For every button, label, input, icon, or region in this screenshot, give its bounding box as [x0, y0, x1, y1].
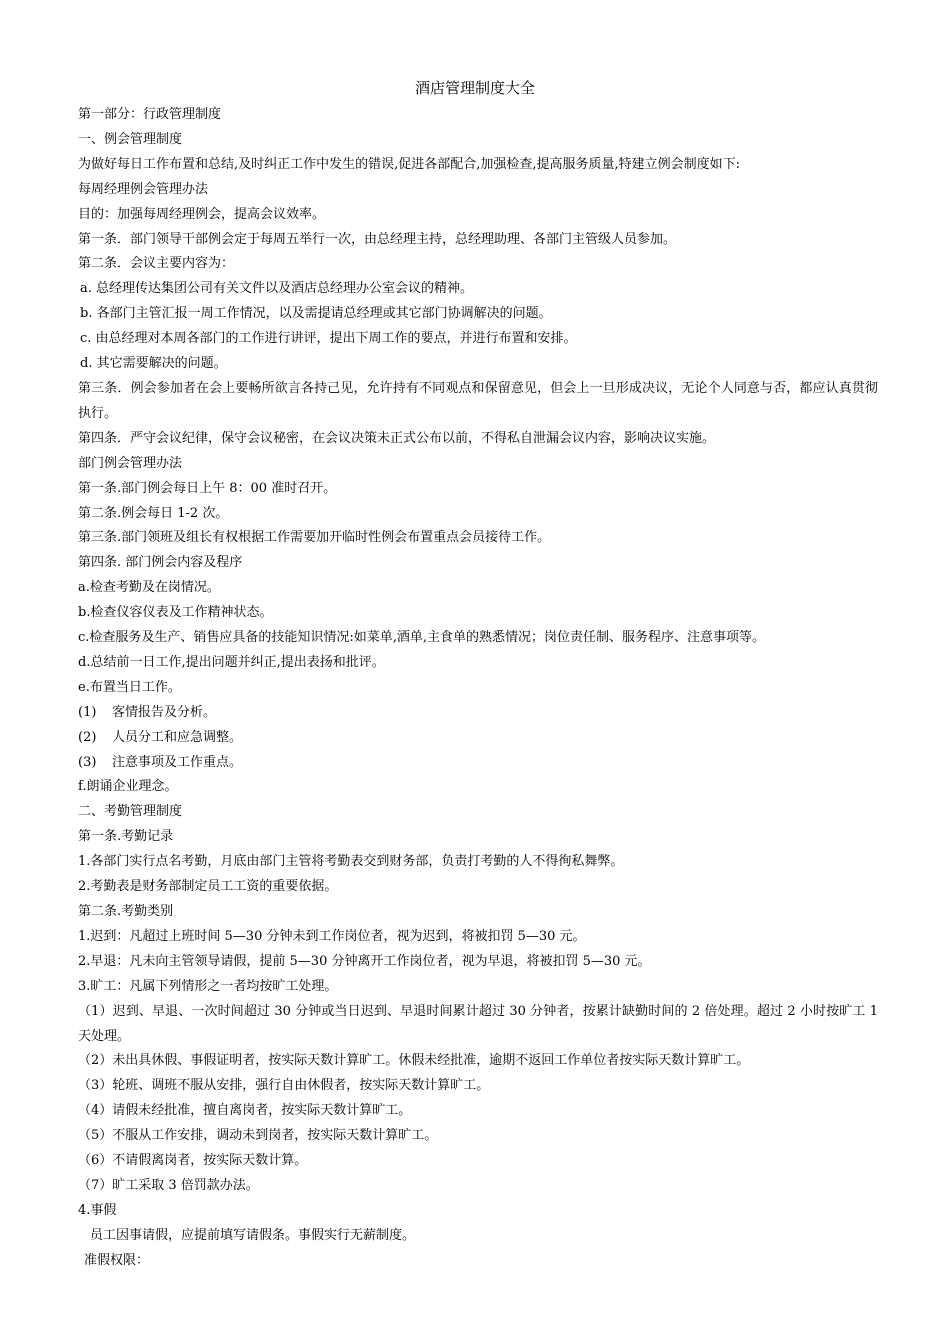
section-heading: 二、考勤管理制度	[78, 804, 183, 820]
document-body	[78, 103, 878, 1274]
list-item: d. 其它需要解决的问题。	[80, 356, 227, 372]
list-item: （5）不服从工作安排，调动未到岗者，按实际天数计算旷工。	[78, 1128, 438, 1144]
item-text: 客情报告及分析。	[112, 704, 217, 720]
item-text: 注意事项及工作重点。	[112, 754, 243, 770]
paragraph: 准假权限：	[84, 1252, 150, 1268]
section-heading: 一、例会管理制度	[78, 131, 183, 147]
document-title: 酒店管理制度大全	[414, 79, 535, 97]
list-item: 1.各部门实行点名考勤，月底由部门主管将考勤表交到财务部，负责打考勤的人不得徇私舞弊。	[78, 854, 624, 870]
item-number: (2)	[78, 729, 97, 745]
article: 第一条．部门领导干部例会定于每周五举行一次，由总经理主持，总经理助理、各部门主管级人员参加。	[78, 231, 677, 247]
item-number: (1)	[78, 704, 97, 720]
article: 第四条. 部门例会内容及程序	[78, 555, 243, 571]
numbered-item	[78, 726, 878, 751]
list-item: （3）轮班、调班不服从安排，强行自由休假者，按实际天数计算旷工。	[78, 1078, 490, 1094]
article: 第四条．严守会议纪律，保守会议秘密，在会议决策未正式公布以前，不得私自泄漏会议内容，影响决议实施。	[78, 430, 716, 446]
list-item: f.朗诵企业理念。	[78, 779, 178, 795]
list-item: 4.事假	[78, 1202, 117, 1218]
list-item: 1.迟到：凡超过上班时间 5—30 分钟未到工作岗位者，视为迟到，将被扣罚 5—30 元。	[78, 928, 586, 944]
item-number: (3)	[78, 754, 97, 770]
article: 第二条.例会每日 1-2 次。	[78, 505, 229, 521]
paragraph: 目的：加强每周经理例会，提高会议效率。	[78, 206, 326, 222]
subsection-heading: 每周经理例会管理办法	[78, 181, 209, 197]
article: 第二条．会议主要内容为：	[78, 256, 235, 272]
article: 第一条.部门例会每日上午 8：00 准时召开。	[78, 480, 337, 496]
numbered-item	[78, 701, 878, 726]
list-item: c. 由总经理对本周各部门的工作进行讲评，提出下周工作的要点，并进行布置和安排。	[80, 331, 577, 347]
list-item: 2.早退：凡未向主管领导请假，提前 5—30 分钟离开工作岗位者，视为早退，将被扣罚 5—30 元。	[78, 953, 651, 969]
list-item: （7）旷工采取 3 倍罚款办法。	[78, 1177, 259, 1193]
list-item: e.布置当日工作。	[78, 679, 181, 695]
article: 第一条.考勤记录	[78, 829, 174, 845]
list-item: （2）未出具休假、事假证明者，按实际天数计算旷工。休假未经批准，逾期不返回工作单位者按实际天数计算旷工。	[78, 1053, 750, 1069]
list-item: （6）不请假离岗者，按实际天数计算。	[78, 1153, 308, 1169]
paragraph: 员工因事请假，应提前填写请假条。事假实行无薪制度。	[90, 1227, 416, 1243]
list-item: c.检查服务及生产、销售应具备的技能知识情况:如菜单,酒单,主食单的熟悉情况；岗位责任制、服务程序、注意事项等。	[78, 630, 766, 646]
item-text: 人员分工和应急调整。	[112, 729, 243, 745]
list-item: d.总结前一日工作,提出问题并纠正,提出表扬和批评。	[78, 654, 385, 670]
list-item: a. 总经理传达集团公司有关文件以及酒店总经理办公室会议的精神。	[80, 281, 474, 297]
list-item: 3.旷工：凡属下列情形之一者均按旷工处理。	[78, 978, 338, 994]
article: 第三条.部门领班及组长有权根据工作需要加开临时性例会布置重点会员接待工作。	[78, 530, 551, 546]
numbered-item	[78, 751, 878, 776]
list-item: （4）请假未经批准，擅自离岗者，按实际天数计算旷工。	[78, 1103, 412, 1119]
article: 第三条．例会参加者在会上要畅所欲言各持己见，允许持有不同观点和保留意见，但会上一旦形成决议，无论个人同意与否，都应认真贯彻执行。	[78, 380, 878, 421]
article: 第二条.考勤类别	[78, 904, 174, 919]
list-item: b.检查仪容仪表及工作精神状态。	[78, 605, 273, 621]
paragraph: 为做好每日工作布置和总结,及时纠正工作中发生的错误,促进各部配合,加强检查,提高服务质量,特建立例会制度如下:	[78, 156, 741, 172]
list-item: （1）迟到、早退、一次时间超过 30 分钟或当日迟到、早退时间累计超过 30 分钟者，按累计缺勤时间的 2 倍处理。超过 2 小时按旷工 1 天处理。	[78, 1003, 878, 1044]
list-item: b. 各部门主管汇报一周工作情况，以及需提请总经理或其它部门协调解决的问题。	[80, 306, 552, 322]
list-item: a.检查考勤及在岗情况。	[78, 580, 220, 596]
part-heading: 第一部分：行政管理制度	[78, 107, 222, 122]
list-item: 2.考勤表是财务部制定员工工资的重要依据。	[78, 879, 338, 895]
subsection-heading: 部门例会管理办法	[78, 455, 183, 471]
